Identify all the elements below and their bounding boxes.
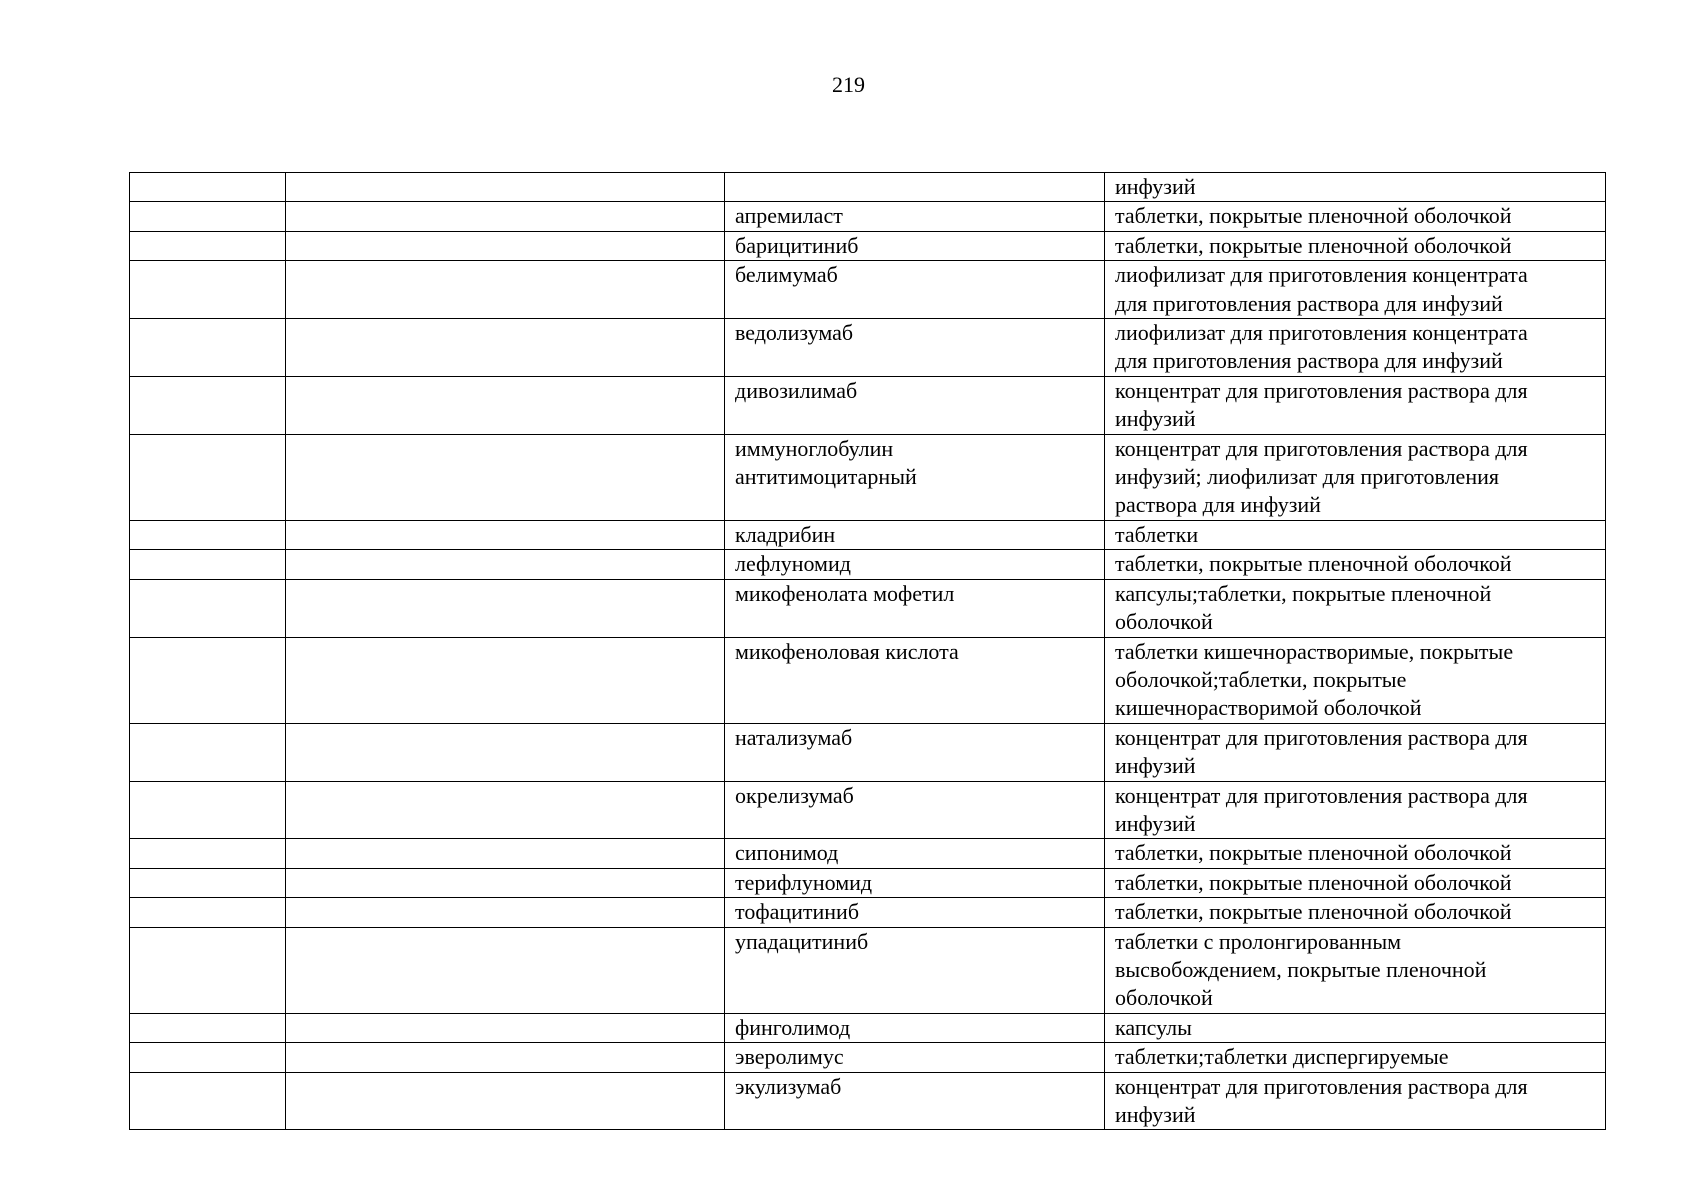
atc-code-cell [130, 550, 286, 579]
atc-code-cell [130, 202, 286, 231]
atc-code-cell [130, 520, 286, 549]
atc-code-cell [130, 1072, 286, 1130]
dosage-form-cell: таблетки, покрытые пленочной оболочкой [1105, 550, 1606, 579]
table-row [130, 1072, 1606, 1130]
dosage-form-cell: концентрат для приготовления раствора для инфузий [1105, 723, 1606, 781]
table-row [130, 1043, 1606, 1072]
anatomic-group-cell [286, 868, 725, 897]
atc-code-cell [130, 927, 286, 1013]
table-row [130, 898, 1606, 927]
dosage-form-cell: капсулы;таблетки, покрытые пленочной оболочкой [1105, 579, 1606, 637]
drug-name-cell: микофеноловая кислота [725, 637, 1105, 723]
table-row [130, 579, 1606, 637]
anatomic-group-cell [286, 898, 725, 927]
drug-name-cell: эверолимус [725, 1043, 1105, 1072]
table-row [130, 319, 1606, 377]
drug-name-cell: лефлуномид [725, 550, 1105, 579]
dosage-form-cell: лиофилизат для приготовления концентрата для приготовления раствора для инфузий [1105, 261, 1606, 319]
drug-name-cell: апремиласт [725, 202, 1105, 231]
dosage-form-cell: инфузий [1105, 173, 1606, 202]
dosage-form-cell: таблетки, покрытые пленочной оболочкой [1105, 868, 1606, 897]
table-row [130, 637, 1606, 723]
table-row [130, 1013, 1606, 1042]
anatomic-group-cell [286, 231, 725, 260]
drug-name-cell: экулизумаб [725, 1072, 1105, 1130]
table-row [130, 231, 1606, 260]
dosage-form-cell: капсулы [1105, 1013, 1606, 1042]
drug-name-cell: дивозилимаб [725, 376, 1105, 434]
atc-code-cell [130, 231, 286, 260]
atc-code-cell [130, 173, 286, 202]
anatomic-group-cell [286, 927, 725, 1013]
table-row [130, 520, 1606, 549]
atc-code-cell [130, 1013, 286, 1042]
table-row [130, 202, 1606, 231]
drug-name-cell: микофенолата мофетил [725, 579, 1105, 637]
drug-name-cell: иммуноглобулин антитимоцитарный [725, 434, 1105, 520]
table-row [130, 927, 1606, 1013]
atc-code-cell [130, 723, 286, 781]
atc-code-cell [130, 434, 286, 520]
drug-name-cell: финголимод [725, 1013, 1105, 1042]
drug-name-cell: упадацитиниб [725, 927, 1105, 1013]
drug-name-cell: ведолизумаб [725, 319, 1105, 377]
table-row [130, 173, 1606, 202]
drug-name-cell: барицитиниб [725, 231, 1105, 260]
anatomic-group-cell [286, 376, 725, 434]
drug-name-cell: натализумаб [725, 723, 1105, 781]
atc-code-cell [130, 319, 286, 377]
anatomic-group-cell [286, 1013, 725, 1042]
table-row [130, 839, 1606, 868]
atc-code-cell [130, 781, 286, 839]
atc-code-cell [130, 579, 286, 637]
drug-name-cell: окрелизумаб [725, 781, 1105, 839]
dosage-form-cell: концентрат для приготовления раствора для инфузий [1105, 781, 1606, 839]
anatomic-group-cell [286, 319, 725, 377]
anatomic-group-cell [286, 173, 725, 202]
dosage-form-cell: концентрат для приготовления раствора для инфузий [1105, 376, 1606, 434]
anatomic-group-cell [286, 520, 725, 549]
dosage-form-cell: таблетки, покрытые пленочной оболочкой [1105, 231, 1606, 260]
anatomic-group-cell [286, 550, 725, 579]
drug-name-cell: сипонимод [725, 839, 1105, 868]
dosage-form-cell: концентрат для приготовления раствора для инфузий [1105, 1072, 1606, 1130]
table-row [130, 868, 1606, 897]
atc-code-cell [130, 1043, 286, 1072]
drug-name-cell: белимумаб [725, 261, 1105, 319]
dosage-form-cell: таблетки, покрытые пленочной оболочкой [1105, 898, 1606, 927]
table-body [130, 173, 1606, 1130]
dosage-form-cell: таблетки [1105, 520, 1606, 549]
table-row [130, 261, 1606, 319]
atc-code-cell [130, 839, 286, 868]
dosage-form-cell: лиофилизат для приготовления концентрата для приготовления раствора для инфузий [1105, 319, 1606, 377]
drug-table [129, 172, 1606, 1130]
atc-code-cell [130, 261, 286, 319]
anatomic-group-cell [286, 781, 725, 839]
dosage-form-cell: таблетки, покрытые пленочной оболочкой [1105, 202, 1606, 231]
drug-name-cell: терифлуномид [725, 868, 1105, 897]
anatomic-group-cell [286, 723, 725, 781]
anatomic-group-cell [286, 1072, 725, 1130]
drug-name-cell [725, 173, 1105, 202]
table-row [130, 723, 1606, 781]
drug-name-cell: тофацитиниб [725, 898, 1105, 927]
atc-code-cell [130, 868, 286, 897]
anatomic-group-cell [286, 202, 725, 231]
atc-code-cell [130, 898, 286, 927]
dosage-form-cell: таблетки;таблетки диспергируемые [1105, 1043, 1606, 1072]
drug-name-cell: кладрибин [725, 520, 1105, 549]
anatomic-group-cell [286, 1043, 725, 1072]
anatomic-group-cell [286, 579, 725, 637]
dosage-form-cell: таблетки с пролонгированным высвобождением, покрытые пленочной оболочкой [1105, 927, 1606, 1013]
anatomic-group-cell [286, 637, 725, 723]
table-row [130, 376, 1606, 434]
table-row [130, 550, 1606, 579]
atc-code-cell [130, 637, 286, 723]
table-row [130, 434, 1606, 520]
anatomic-group-cell [286, 261, 725, 319]
dosage-form-cell: таблетки кишечнорастворимые, покрытые оболочкой;таблетки, покрытые кишечнорастворимой оболочкой [1105, 637, 1606, 723]
dosage-form-cell: таблетки, покрытые пленочной оболочкой [1105, 839, 1606, 868]
anatomic-group-cell [286, 434, 725, 520]
atc-code-cell [130, 376, 286, 434]
page-number: 219 [832, 72, 865, 97]
anatomic-group-cell [286, 839, 725, 868]
table-row [130, 781, 1606, 839]
dosage-form-cell: концентрат для приготовления раствора для инфузий; лиофилизат для приготовления раствора для инфузий [1105, 434, 1606, 520]
